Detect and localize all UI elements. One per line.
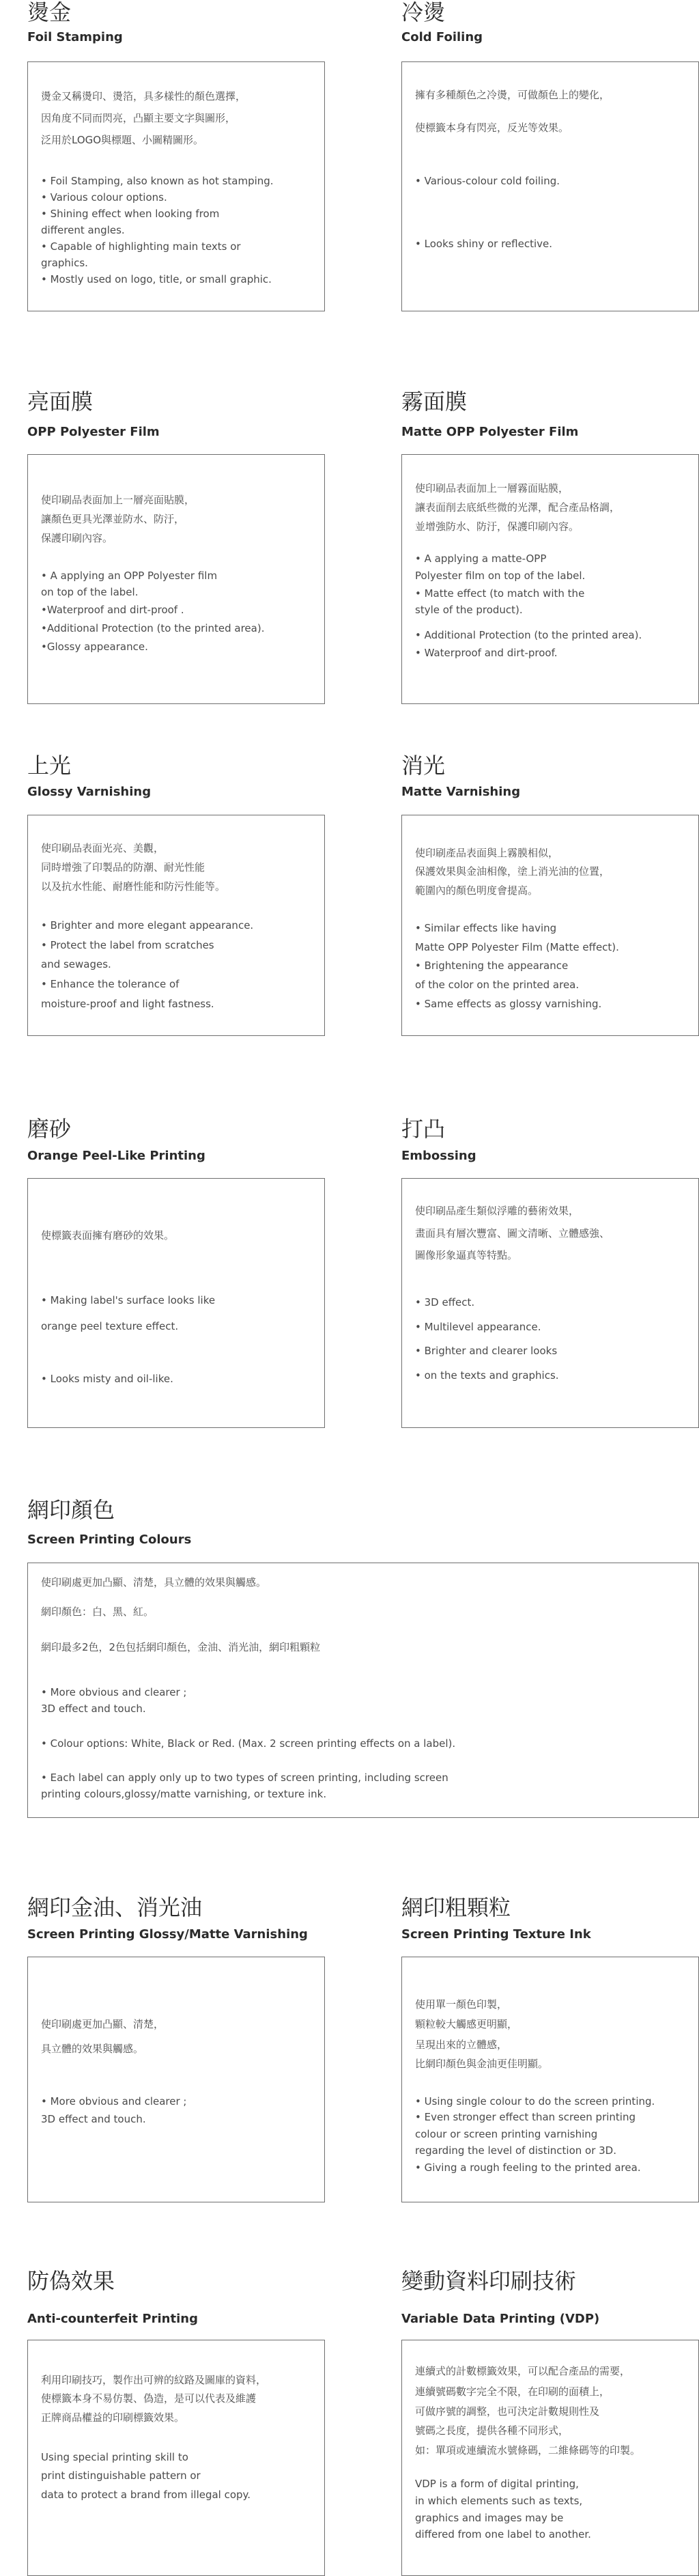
- description-line: on top of the label.: [41, 586, 139, 598]
- description-line: different angles.: [41, 224, 125, 236]
- description-line: printing colours,glossy/matte varnishing, or texture ink.: [41, 1788, 327, 1800]
- description-line: • A applying a matte-OPP: [415, 552, 547, 565]
- description-line: •Additional Protection (to the printed area).: [41, 622, 265, 634]
- section-title-zh: 網印顏色: [27, 1497, 115, 1523]
- section-title-en: Glossy Varnishing: [27, 785, 152, 799]
- description-line: 3D effect and touch.: [41, 1703, 146, 1715]
- section-title-zh: 冷燙: [401, 0, 446, 25]
- description-line: 使印刷產品表面與上霧膜相似，: [415, 847, 559, 859]
- description-line: • Making label's surface looks like: [41, 1294, 216, 1306]
- description-line: • More obvious and clearer ;: [41, 2095, 187, 2108]
- description-line: 擁有多種顏色之冷燙，可做顏色上的變化，: [415, 89, 610, 101]
- description-line: style of the product).: [415, 604, 523, 616]
- description-line: 泛用於LOGO與標題、小圖精圖形。: [41, 134, 204, 146]
- section-title-zh: 網印金油、消光油: [27, 1894, 203, 1920]
- description-line: 使印刷品產生類似浮雕的藝術效果，: [415, 1205, 580, 1217]
- description-line: in which elements such as texts,: [415, 2495, 583, 2507]
- description-line: 比網印顏色與金油更佳明顯。: [415, 2058, 549, 2070]
- description-line: • Various colour options.: [41, 191, 167, 204]
- section-title-zh: 霧面膜: [401, 389, 468, 415]
- section-title-zh: 亮面膜: [27, 389, 94, 415]
- section-title-zh: 消光: [401, 753, 446, 779]
- section-title-en: Foil Stamping: [27, 30, 123, 44]
- description-line: • Various-colour cold foiling.: [415, 175, 560, 187]
- description-line: 網印最多2色，2色包括網印顏色，金油、消光油，網印粗顆粒: [41, 1641, 321, 1653]
- description-line: 使印刷品表面加上一層霧面貼膜，: [415, 482, 569, 494]
- description-line: 圖像形象逼真等特點。: [415, 1249, 518, 1261]
- description-line: print distinguishable pattern or: [41, 2469, 201, 2482]
- description-line: • Looks shiny or reflective.: [415, 238, 552, 250]
- description-line: • Enhance the tolerance of: [41, 978, 180, 990]
- section-title-zh: 磨砂: [27, 1116, 72, 1142]
- description-line: 並增強防水、防汙，保護印刷內容。: [415, 520, 580, 533]
- description-line: 使印刷品表面加上一層亮面貼膜，: [41, 494, 195, 506]
- description-line: regarding the level of distinction or 3D.: [415, 2144, 616, 2157]
- description-line: 網印顏色：白、黑、紅。: [41, 1606, 154, 1618]
- description-line: of the color on the printed area.: [415, 979, 580, 991]
- section-title-en: Screen Printing Texture Ink: [401, 1927, 591, 1942]
- description-line: 保護印刷內容。: [41, 532, 113, 544]
- description-line: • Looks misty and oil-like.: [41, 1373, 173, 1385]
- section-title-en: Matte Varnishing: [401, 785, 521, 799]
- description-line: 同時增強了印製品的防潮、耐光性能: [41, 861, 205, 873]
- section-title-en: OPP Polyester Film: [27, 425, 160, 439]
- section-title-en: Orange Peel-Like Printing: [27, 1149, 205, 1163]
- description-line: graphics and images may be: [415, 2512, 564, 2524]
- description-line: • More obvious and clearer ;: [41, 1686, 187, 1698]
- description-line: • Using single colour to do the screen printing.: [415, 2095, 655, 2108]
- section-title-zh: 防偽效果: [27, 2268, 115, 2294]
- description-line: 連續號碼數字完全不限，在印刷的面積上，: [415, 2385, 610, 2398]
- description-line: 利用印刷技巧，製作出可辨的紋路及圖庫的資料，: [41, 2374, 267, 2386]
- description-line: • Similar effects like having: [415, 922, 557, 934]
- description-line: •Glossy appearance.: [41, 641, 148, 653]
- section-title-en: Embossing: [401, 1149, 476, 1163]
- section-title-zh: 上光: [27, 753, 72, 779]
- description-line: 保護效果與金油相像，塗上消光油的位置，: [415, 865, 610, 878]
- description-line: 如：單項或連續流水號條碼，二維條碼等的印製。: [415, 2444, 641, 2456]
- description-line: • Each label can apply only up to two types of screen printing, including screen: [41, 1772, 448, 1784]
- description-line: 可做序號的調整，也可決定計數規則性及: [415, 2405, 600, 2418]
- description-line: 讓表面削去底紙些微的光澤，配合產品格調，: [415, 501, 620, 514]
- description-line: 呈現出來的立體感，: [415, 2039, 508, 2051]
- description-line: • Matte effect (to match with the: [415, 587, 585, 600]
- description-line: 使標籤本身不易仿製、偽造，是可以代表及維護: [41, 2392, 257, 2405]
- description-line: • Shining effect when looking from: [41, 208, 220, 220]
- description-line: graphics.: [41, 257, 88, 269]
- section-title-zh: 燙金: [27, 0, 72, 25]
- description-line: 範圍內的顏色明度會提高。: [415, 884, 539, 897]
- description-line: 使標籤本身有閃亮，反光等效果。: [415, 122, 569, 134]
- description-line: • Giving a rough feeling to the printed area.: [415, 2161, 641, 2174]
- description-line: • Mostly used on logo, title, or small graphic.: [41, 273, 272, 285]
- description-line: • Additional Protection (to the printed area).: [415, 629, 642, 641]
- description-line: 3D effect and touch.: [41, 2113, 146, 2125]
- section-title-zh: 變動資料印刷技術: [401, 2268, 577, 2294]
- description-line: 燙金又稱燙印、燙箔，具多樣性的顏色選擇，: [41, 90, 246, 102]
- description-line: • Waterproof and dirt-proof.: [415, 647, 558, 659]
- description-line: 正牌商品權益的印刷標籤效果。: [41, 2411, 185, 2424]
- section-title-zh: 打凸: [401, 1116, 446, 1142]
- description-line: • Multilevel appearance.: [415, 1321, 541, 1333]
- description-line: • Even stronger effect than screen printing: [415, 2111, 636, 2123]
- description-line: • Same effects as glossy varnishing.: [415, 998, 602, 1010]
- description-line: 連續式的計數標籤效果，可以配合產品的需要，: [415, 2365, 631, 2377]
- description-line: 使標籤表面擁有磨砂的效果。: [41, 1229, 175, 1242]
- description-line: • Protect the label from scratches: [41, 939, 214, 951]
- description-line: Polyester film on top of the label.: [415, 570, 586, 582]
- description-line: moisture-proof and light fastness.: [41, 998, 214, 1010]
- description-line: •Waterproof and dirt-proof .: [41, 604, 184, 616]
- description-line: 因角度不同而閃亮，凸顯主要文字與圖形，: [41, 112, 236, 124]
- description-line: 使印刷處更加凸顯、清楚，: [41, 2018, 165, 2030]
- section-title-en: Screen Printing Glossy/Matte Varnishing: [27, 1927, 308, 1942]
- description-line: 使用單一顏色印製，: [415, 1998, 508, 2011]
- description-box: [27, 1957, 325, 2202]
- description-line: orange peel texture effect.: [41, 1320, 179, 1332]
- description-line: • Capable of highlighting main texts or: [41, 240, 241, 253]
- description-line: • 3D effect.: [415, 1296, 475, 1308]
- description-line: colour or screen printing varnishing: [415, 2128, 598, 2140]
- description-line: differed from one label to another.: [415, 2528, 591, 2540]
- section-title-zh: 網印粗顆粒: [401, 1894, 511, 1920]
- description-line: 以及抗水性能、耐磨性能和防污性能等。: [41, 880, 226, 893]
- description-line: • Colour options: White, Black or Red. (Max. 2 screen printing effects on a label).: [41, 1737, 456, 1750]
- description-line: • Foil Stamping, also known as hot stamping.: [41, 175, 274, 187]
- section-title-en: Matte OPP Polyester Film: [401, 425, 579, 439]
- description-line: • on the texts and graphics.: [415, 1369, 559, 1382]
- section-title-en: Cold Foiling: [401, 30, 483, 44]
- description-line: 讓顏色更具光澤並防水、防汙，: [41, 513, 185, 525]
- description-line: Using special printing skill to: [41, 2451, 188, 2463]
- description-line: data to protect a brand from illegal copy.: [41, 2489, 251, 2501]
- section-title-en: Variable Data Printing (VDP): [401, 2312, 600, 2326]
- description-line: Matte OPP Polyester Film (Matte effect).: [415, 941, 619, 953]
- description-line: • Brighter and more elegant appearance.: [41, 919, 254, 932]
- description-line: VDP is a form of digital printing,: [415, 2478, 579, 2490]
- description-line: • Brighter and clearer looks: [415, 1345, 558, 1357]
- section-title-en: Screen Printing Colours: [27, 1532, 192, 1547]
- description-line: 畫面具有層次豐富、圖文清晰、立體感強、: [415, 1227, 610, 1240]
- description-line: 具立體的效果與觸感。: [41, 2043, 144, 2055]
- description-line: 使印刷品表面光亮、美觀，: [41, 842, 165, 854]
- description-line: 顆粒較大觸感更明顯，: [415, 2018, 518, 2030]
- section-title-en: Anti-counterfeit Printing: [27, 2312, 198, 2326]
- description-line: • Brightening the appearance: [415, 960, 569, 972]
- description-line: 使印刷處更加凸顯、清楚，具立體的效果與觸感。: [41, 1576, 267, 1588]
- description-line: 號碼之長度，提供各種不同形式，: [415, 2424, 569, 2437]
- description-line: and sewages.: [41, 958, 111, 970]
- description-line: • A applying an OPP Polyester film: [41, 570, 218, 582]
